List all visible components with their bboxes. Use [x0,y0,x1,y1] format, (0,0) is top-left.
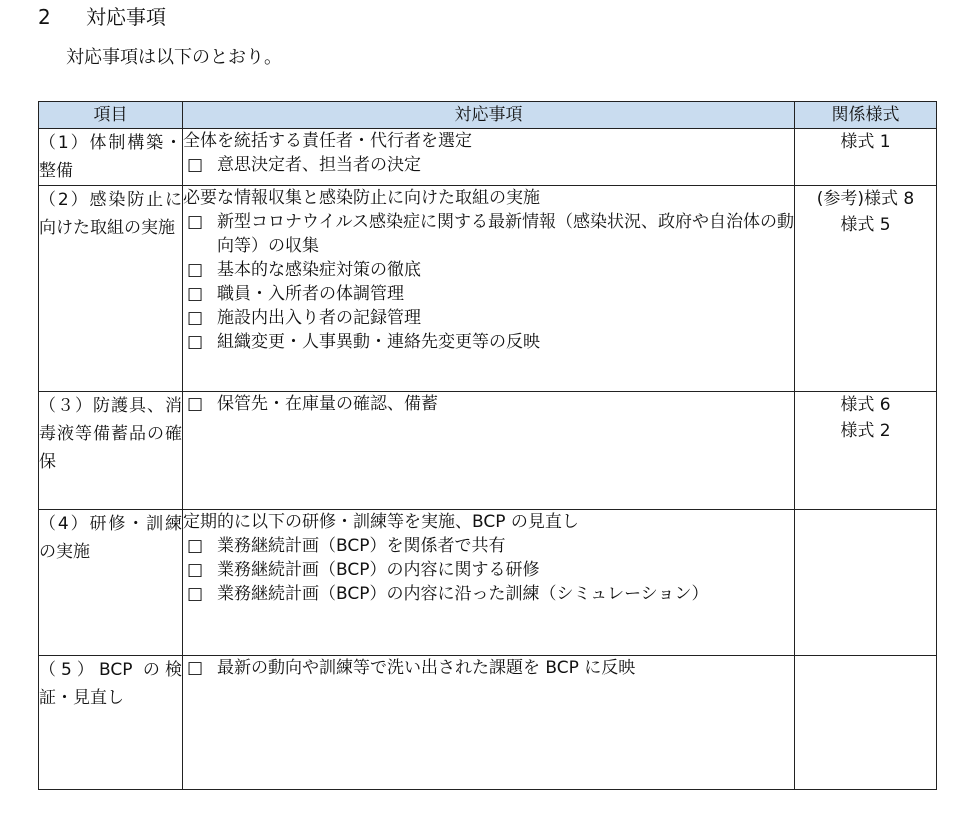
header-forms: 関係様式 [795,102,937,129]
row-forms [795,186,937,392]
row-item-label: （5）BCP の検証・見直し [39,656,183,790]
header-action: 対応事項 [183,102,795,129]
row-item-label: （2）感染防止に向けた取組の実施 [39,186,183,392]
action-subitem [183,306,794,330]
action-subitem [183,210,794,258]
row-forms [795,392,937,510]
table-row [39,392,937,510]
checkbox-icon: □ [187,394,204,414]
action-lead: 全体を統括する責任者・代行者を選定 [183,131,472,151]
checkbox-icon: □ [187,332,204,352]
row-forms [795,656,937,790]
row-actions [183,392,795,510]
action-subitem-text: 意思決定者、担当者の決定 [217,155,421,175]
table-row [39,129,937,186]
checkbox-icon: □ [187,658,204,678]
row-actions [183,129,795,186]
form-ref: 様式 5 [840,215,891,235]
section-number: 2 [38,5,51,29]
action-subitem [183,656,794,680]
action-subitem-text: 保管先・在庫量の確認、備蓄 [217,394,438,414]
header-item: 項目 [39,102,183,129]
action-subitem-text: 最新の動向や訓練等で洗い出された課題を BCP に反映 [217,658,636,678]
form-ref: 様式 6 [840,395,891,415]
action-subitem-text: 業務継続計画（BCP）の内容に関する研修 [217,560,540,580]
section-intro: 対応事項は以下のとおり。 [66,47,282,68]
row-actions [183,186,795,392]
row-item-label: （1）体制構築・整備 [39,129,183,186]
action-subitem [183,153,794,177]
action-subitem-text: 業務継続計画（BCP）の内容に沿った訓練（シミュレーション） [217,584,709,604]
table-row [39,510,937,656]
action-subitem-text: 業務継続計画（BCP）を関係者で共有 [217,536,506,556]
section-heading [38,3,166,31]
action-subitem-text: 職員・入所者の体調管理 [217,284,404,304]
checkbox-icon: □ [187,536,204,556]
action-subitem [183,534,794,558]
checkbox-icon: □ [187,155,204,175]
action-subitem-text: 新型コロナウイルス感染症に関する最新情報（感染状況、政府や自治体の動向等）の収集 [217,212,794,256]
action-lead: 定期的に以下の研修・訓練等を実施、BCP の見直し [183,512,579,532]
action-subitem-text: 組織変更・人事異動・連絡先変更等の反映 [217,332,540,352]
action-subitem [183,392,794,416]
action-subitem-text: 施設内出入り者の記録管理 [217,308,421,328]
form-ref: 様式 1 [840,132,891,152]
row-forms [795,129,937,186]
action-subitem [183,282,794,306]
row-forms [795,510,937,656]
checkbox-icon: □ [187,308,204,328]
table-header-row [39,102,937,129]
form-ref: 様式 2 [840,421,891,441]
action-lead: 必要な情報収集と感染防止に向けた取組の実施 [183,188,540,208]
checkbox-icon: □ [187,260,204,280]
checkbox-icon: □ [187,560,204,580]
row-item-label: （4）研修・訓練の実施 [39,510,183,656]
action-subitem [183,258,794,282]
table-row [39,656,937,790]
checkbox-icon: □ [187,584,204,604]
checkbox-icon: □ [187,284,204,304]
row-item-label: （３）防護具、消毒液等備蓄品の確保 [39,392,183,510]
section-title: 対応事項 [86,5,166,29]
row-actions [183,510,795,656]
action-subitem-text: 基本的な感染症対策の徹底 [217,260,421,280]
action-subitem [183,330,794,354]
action-subitem [183,582,794,606]
table-row [39,186,937,392]
action-subitem [183,558,794,582]
response-items-table [38,101,937,790]
row-actions [183,656,795,790]
form-ref: (参考)様式 8 [816,189,915,209]
checkbox-icon: □ [187,212,204,232]
